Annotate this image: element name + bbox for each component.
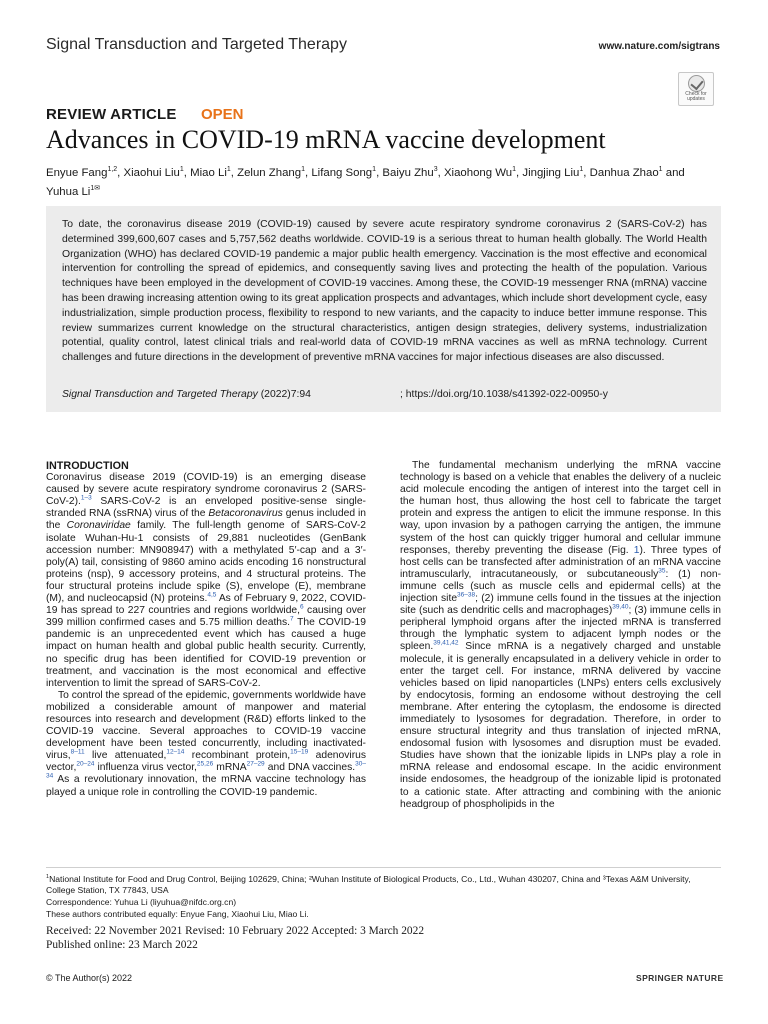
- author-name[interactable]: Zelun Zhang: [237, 166, 302, 179]
- author-name[interactable]: Miao Li: [190, 166, 227, 179]
- body-paragraph: The fundamental mechanism underlying the mRNA vaccine technology is based on a vehicle that enables the delivery of a nucleic acid molecule encoding the antigen of interest into the target cell in the human host, thus allowing the host cell to fabricate the target protein and express the antigen to elicit the immune response. In this way, upon invasion by a pathogen carrying the antigen, the immune system of the host can quickly trigger humoral and cellular immune responses, thereby preventing the disease (Fig. 1). Three types of host cells can be transfected after administration of an mRNA vaccine intramuscularly, intracutaneously, or subcutaneously$^{35}$: (1) non-immune cells (such as muscle cells and epidermal cells) at the injection site$^{36-38}$; (2) immune cells found in the tissues at the injection site (such as dendritic cells and macrophages)$^{39,40}$; (3) immune cells in peripheral lymphoid organs after the injected mRNA is transferred through the lymphatic system to adjacent lymph nodes or the spleen.$^{39,41,42}$ Since mRNA is a negatively charged and unstable molecule, it is generally encapsulated in a delivery vehicle in order to enter the target cell. For instance, mRNA delivered by vaccine vehicles based on lipid nanoparticles (LNPs) enters cells exclusively by endocytosis, forming an endosome without destroying the cell membrane. After entering the cytoplasm, the endosome is directed immediately to lysosomes for degradation. Therefore, in order to ensure structural integrity and thus translation of injected mRNA, endosomal fusion with lysosomes and disruption must be evaded. Studies have shown that the ionizable lipids in LNPs play a role in mRNA release and endosomal escape. In the acidic environment inside endosomes, the headgroup of the ionizable lipid is protonated to a cationic state. After attracting and combining with the anionic headgroup of phospholipids in the: [400, 460, 722, 810]
- author-affiliation: 1: [658, 166, 663, 173]
- author-name[interactable]: Baiyu Zhu: [382, 166, 434, 179]
- author-affiliation: 1: [226, 166, 231, 173]
- footnote-divider: [46, 867, 721, 868]
- article-type: REVIEW ARTICLE: [46, 106, 177, 123]
- copyright: © The Author(s) 2022: [46, 973, 133, 983]
- body-paragraph: Coronavirus disease 2019 (COVID-19) is an emerging disease caused by severe acute respiratory syndrome coronavirus 2 (SARS-CoV-2).$^{1-3}$ SARS-CoV-2 is an enveloped positive-sense single-stranded RNA (ssRNA) virus of the Betacoronavirus genus included in the Coronaviridae family. The full-length genome of SARS-CoV-2 isolate Wuhan-Hu-1 consists of 29,881 nucleotides (GenBank accession number: MN908947) with a methylated 5′-cap and a 3′-poly(A) tail, consisting of 9860 amino acids encoding 16 nonstructural proteins (nsp), 9 accessory proteins, and 4 structural proteins. The four structural proteins include spike (S), envelope (E), membrane (M), and nucleocapsid (N) proteins.$^{4,5}$ As of February 9, 2022, COVID-19 has spread to 227 countries and regions worldwide,$^6$ causing over 399 million confirmed cases and 5.75 million deaths.$^7$ The COVID-19 pandemic is an unprecedented event which has caused a huge impact on human health and global public health security. Currently, no specific drug has been identified for COVID-19 prevention or treatment, and vaccination is the most economical and effective intervention to limit the spread of SARS-CoV-2.: [46, 472, 366, 689]
- published-date: Published online: 23 March 2022: [46, 938, 198, 951]
- correspondence: Correspondence: Yuhua Li (liyuhua@nifdc.org.cn): [46, 897, 237, 908]
- author-name[interactable]: Yuhua Li: [46, 185, 91, 198]
- author-affiliation: 1: [512, 166, 517, 173]
- journal-name: Signal Transduction and Targeted Therapy: [46, 36, 347, 53]
- journal-website-link[interactable]: www.nature.com/sigtrans: [598, 41, 720, 52]
- received-dates: Received: 22 November 2021 Revised: 10 February 2022 Accepted: 3 March 2022: [46, 925, 425, 937]
- check-updates-icon: [688, 75, 705, 92]
- publisher-logo: SPRINGER NATURE: [636, 973, 724, 983]
- author-name[interactable]: Jingjing Liu: [522, 166, 580, 179]
- check-updates-label: Check for updates: [685, 91, 707, 102]
- author-name[interactable]: Enyue Fang: [46, 166, 108, 179]
- author-name[interactable]: Danhua Zhao: [589, 166, 659, 179]
- author-affiliation: 1: [301, 166, 305, 173]
- author-affiliation: 3: [433, 166, 438, 173]
- author-affiliation: 1: [579, 166, 584, 173]
- citation-journal: Signal Transduction and Targeted Therapy: [62, 389, 258, 400]
- article-title: Advances in COVID-19 mRNA vaccine development: [46, 125, 606, 154]
- check-for-updates-badge[interactable]: [678, 72, 714, 106]
- body-column-right: [400, 460, 721, 811]
- article-dates: [46, 925, 424, 952]
- author-affiliation: 1: [372, 166, 377, 173]
- author-affiliation: 1✉: [90, 184, 101, 192]
- author-affiliation: 1,2: [107, 166, 118, 173]
- abstract-text: To date, the coronavirus disease 2019 (COVID-19) caused by severe acute respiratory syndrome coronavirus 2 (SARS-CoV-2) has determined 399,600,607 cases and 5,757,562 deaths worldwide. COVID-19 is a serious threat to human health globally. The World Health Organization (WHO) has declared COVID-19 pandemic a major public health emergency. Vaccination is the most effective and economical intervention for controlling the spread of epidemics, and consequently saving lives and protecting the health of the population. Various techniques have been employed in the development of COVID-19 vaccines. Among these, the COVID-19 messenger RNA (mRNA) vaccine has been drawing increasing attention owing to its great application prospects and advantages, which include short development cycle, easy industrialization, simple production process, flexibility to respond to new variants, and the capacity to induce better immune response. This review summarizes current knowledge on the structural characteristics, antigen design strategies, delivery systems, industrialization potential, quality control, latest clinical trials and real-world data of COVID-19 mRNA vaccines as well as mRNA technology. Current challenges and future directions in the development of preventive mRNA vaccines for major infectious diseases are also discussed.: [62, 219, 707, 364]
- author-affiliation: 1: [179, 166, 184, 173]
- author-list: Enyue Fang$^{1,2}$, Xiaohui Liu$^1$, Miao Li$^1$, Zelun Zhang$^1$, Lifang Song$^1$, Baiyu Zhu$^3$, Xiaohong Wu$^1$, Jingjing Liu$^1$, Danhua Zhao$^1$ and Yuhua $Li^{1✉}$: [46, 166, 685, 198]
- citation-volume: (2022)7:94: [257, 389, 311, 400]
- author-name[interactable]: Xiaohui Liu: [123, 166, 180, 179]
- author-name[interactable]: Xiaohong Wu: [443, 166, 513, 179]
- affiliations: $^1$National Institute for Food and Drug Control, Beijing 102629, China; ²Wuhan Institute of Biological Products, Co., Ltd., Wuhan 430207, China and ³Texas A&M University, College Station, TX 77843, USA: [46, 873, 691, 896]
- open-access-badge: OPEN: [201, 106, 244, 123]
- footnotes: [46, 872, 721, 920]
- author-name[interactable]: Lifang Song: [311, 166, 373, 179]
- equal-contribution: These authors contributed equally: Enyue Fang, Xiaohui Liu, Miao Li.: [46, 908, 309, 919]
- body-paragraph: To control the spread of the epidemic, governments worldwide have mobilized a considerable amount of manpower and material resources into research and development (R&D) efforts linked to the COVID-19 vaccine. Several approaches to COVID-19 vaccine development have been tested concurrently, including inactivated-virus,$^{8-11}$ live attenuated,$^{12-14}$ recombinant protein,$^{15-19}$ adenovirus vector,$^{20-24}$ influenza virus vector,$^{25,26}$ mRNA$^{27-29}$ and DNA vaccines.$^{30-34}$ As a revolutionary innovation, the mRNA vaccine technology has played a unique role in controlling the COVID-19 pandemic.: [46, 689, 367, 798]
- citation-line: [62, 389, 311, 400]
- body-column-left: [46, 460, 366, 799]
- section-heading: INTRODUCTION: [46, 460, 129, 472]
- doi-link[interactable]: ; https://doi.org/10.1038/s41392-022-00950-y: [400, 389, 608, 400]
